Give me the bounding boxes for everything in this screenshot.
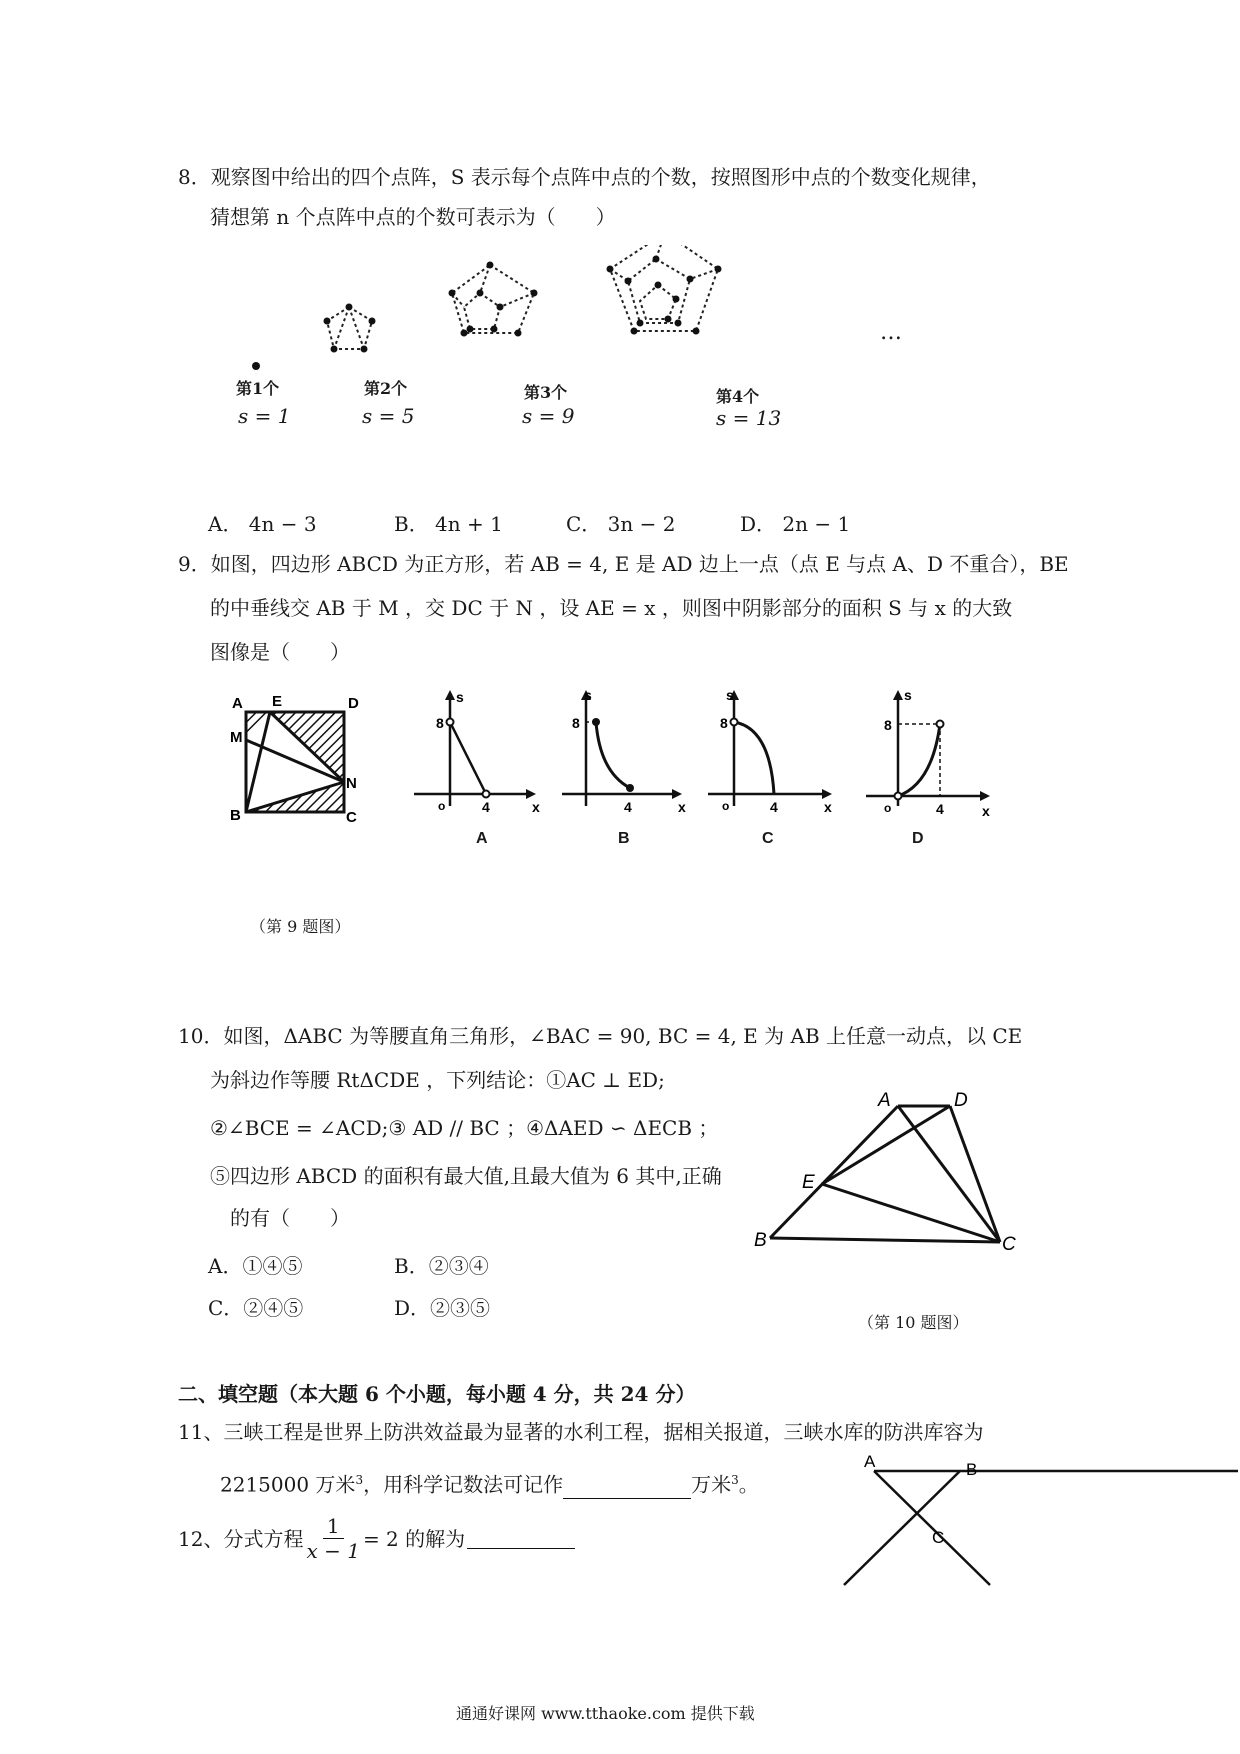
q8-fig2-label: 第2个 [364,379,408,398]
q8-fig3-label: 第3个 [524,383,568,402]
lattice-3 [452,265,534,333]
label-b: B [754,1230,767,1251]
label-c: C [346,809,357,826]
q10-option-a: A．①④⑤ [208,1254,303,1278]
q12-answer-blank[interactable] [467,1528,575,1549]
q9-graph-d [862,688,1002,818]
q8-fig4-s: s = 13 [716,406,782,430]
label-d: D [348,695,359,712]
q10-stem-line5: 的有（ ） [230,1206,350,1230]
q10-stem-line3: ②∠BCE = ∠ACD;③ AD // BC ；④ΔAED ∽ ΔECB ； [210,1116,719,1140]
q10-option-b: B．②③④ [394,1254,489,1278]
label-a: A [864,1455,876,1471]
q8-option-b: B． 4n + 1 [394,512,503,536]
q12-fraction: $\frac{1}{x - 1}$ [306,1514,360,1563]
axis-x: x [532,799,540,815]
q9-caption: （第 9 题图） [250,917,351,936]
q10-caption: （第 10 题图） [858,1313,969,1332]
q10-triangle-figure [750,1084,1030,1264]
q8-fig1-s: s = 1 [238,404,291,428]
section2-title: 二、填空题（本大题 6 个小题，每小题 4 分，共 24 分） [178,1382,696,1406]
svg-text:4: 4 [624,799,632,815]
label-d: D [954,1090,968,1111]
page-footer: 通通好课网 www.tthaoke.com 提供下载 [456,1704,755,1723]
svg-text:s: s [904,688,912,703]
label-b: B [966,1460,978,1479]
svg-text:x: x [982,803,990,818]
label-b: B [230,807,241,824]
label-m: M [230,729,243,746]
q8-fig2-s: s = 5 [362,404,415,428]
q9-stem-line2: 的中垂线交 AB 于 M ，交 DC 于 N ，设 AE = x ，则图中阴影部分的面积 S 与 x 的大致 [210,596,1013,620]
q9-graph-c [704,688,844,818]
q9-graph-a-name: A [476,830,488,847]
q10-option-c: C．②④⑤ [208,1296,304,1320]
q8-stem-line2: 猜想第 n 个点阵中点的个数可表示为（ ） [210,205,616,229]
q10-stem-line2: 为斜边作等腰 RtΔCDE ，下列结论：①AC ⊥ ED; [210,1068,665,1092]
svg-text:4: 4 [770,799,778,815]
q10-stem-line1: 10．如图，ΔABC 为等腰直角三角形，∠BAC = 90, BC = 4, E 为 AB 上任意一动点，以 CE [178,1024,1023,1048]
svg-text:x: x [824,799,832,815]
label-c: C [1002,1234,1016,1255]
tick-4: 4 [482,799,490,815]
svg-text:x: x [678,799,686,815]
q11-stem-line2: 2215000 万米$^3$，用科学记数法可记作 万米$^3$。 [220,1472,759,1497]
tick-8: 8 [436,715,444,731]
q9-graph-a [410,688,550,818]
q12-stem: 12、分式方程 $\frac{1}{x - 1}$ = 2 的解为 [178,1514,575,1563]
svg-text:8: 8 [720,715,728,731]
lattice-2 [327,307,372,349]
lattice-dot [252,362,260,370]
label-c: C [932,1528,945,1547]
q9-graph-c-name: C [762,830,774,847]
q9-graph-d-name: D [912,830,924,847]
q11-answer-blank[interactable] [563,1478,691,1499]
q8-stem-line1: 8．观察图中给出的四个点阵，S 表示每个点阵中点的个数，按照图形中点的个数变化规律， [178,165,991,189]
origin: o [438,799,446,813]
svg-text:s: s [726,688,734,703]
label-a: A [878,1090,891,1111]
svg-text:8: 8 [572,715,580,731]
q10-option-d: D．②③⑤ [394,1296,491,1320]
q9-stem-line3: 图像是（ ） [210,640,350,664]
q9-graph-b-name: B [618,830,630,847]
label-e: E [272,693,283,710]
axis-s: s [456,689,464,705]
svg-text:8: 8 [884,717,892,733]
q8-ellipsis: … [880,320,902,345]
q8-option-a: A． 4n − 3 [208,512,317,536]
svg-text:4: 4 [936,801,944,817]
lattice-4 [610,245,718,331]
svg-text:o: o [884,801,892,815]
q9-stem-line1: 9．如图，四边形 ABCD 为正方形，若 AB = 4, E 是 AD 边上一点（点 E 与点 A、D 不重合），BE [178,552,1069,576]
label-a: A [232,695,243,712]
q8-fig4-label: 第4个 [716,387,760,406]
label-n: N [346,775,357,792]
label-e: E [802,1172,815,1193]
q9-square-figure [228,690,368,830]
q11-stem-line1: 11、三峡工程是世界上防洪效益最为显著的水利工程，据相关报道，三峡水库的防洪库容为 [178,1420,984,1444]
q8-option-c: C． 3n − 2 [566,512,676,536]
q8-fig1-label: 第1个 [236,379,280,398]
svg-text:o: o [722,799,730,813]
q9-graph-b [556,688,696,818]
q10-stem-line4: ⑤四边形 ABCD 的面积有最大值,且最大值为 6 其中,正确 [210,1164,722,1188]
q11-intersecting-lines-figure [840,1455,1240,1605]
svg-text:s: s [584,688,592,703]
q8-option-d: D． 2n − 1 [740,512,851,536]
q8-fig3-s: s = 9 [522,404,575,428]
